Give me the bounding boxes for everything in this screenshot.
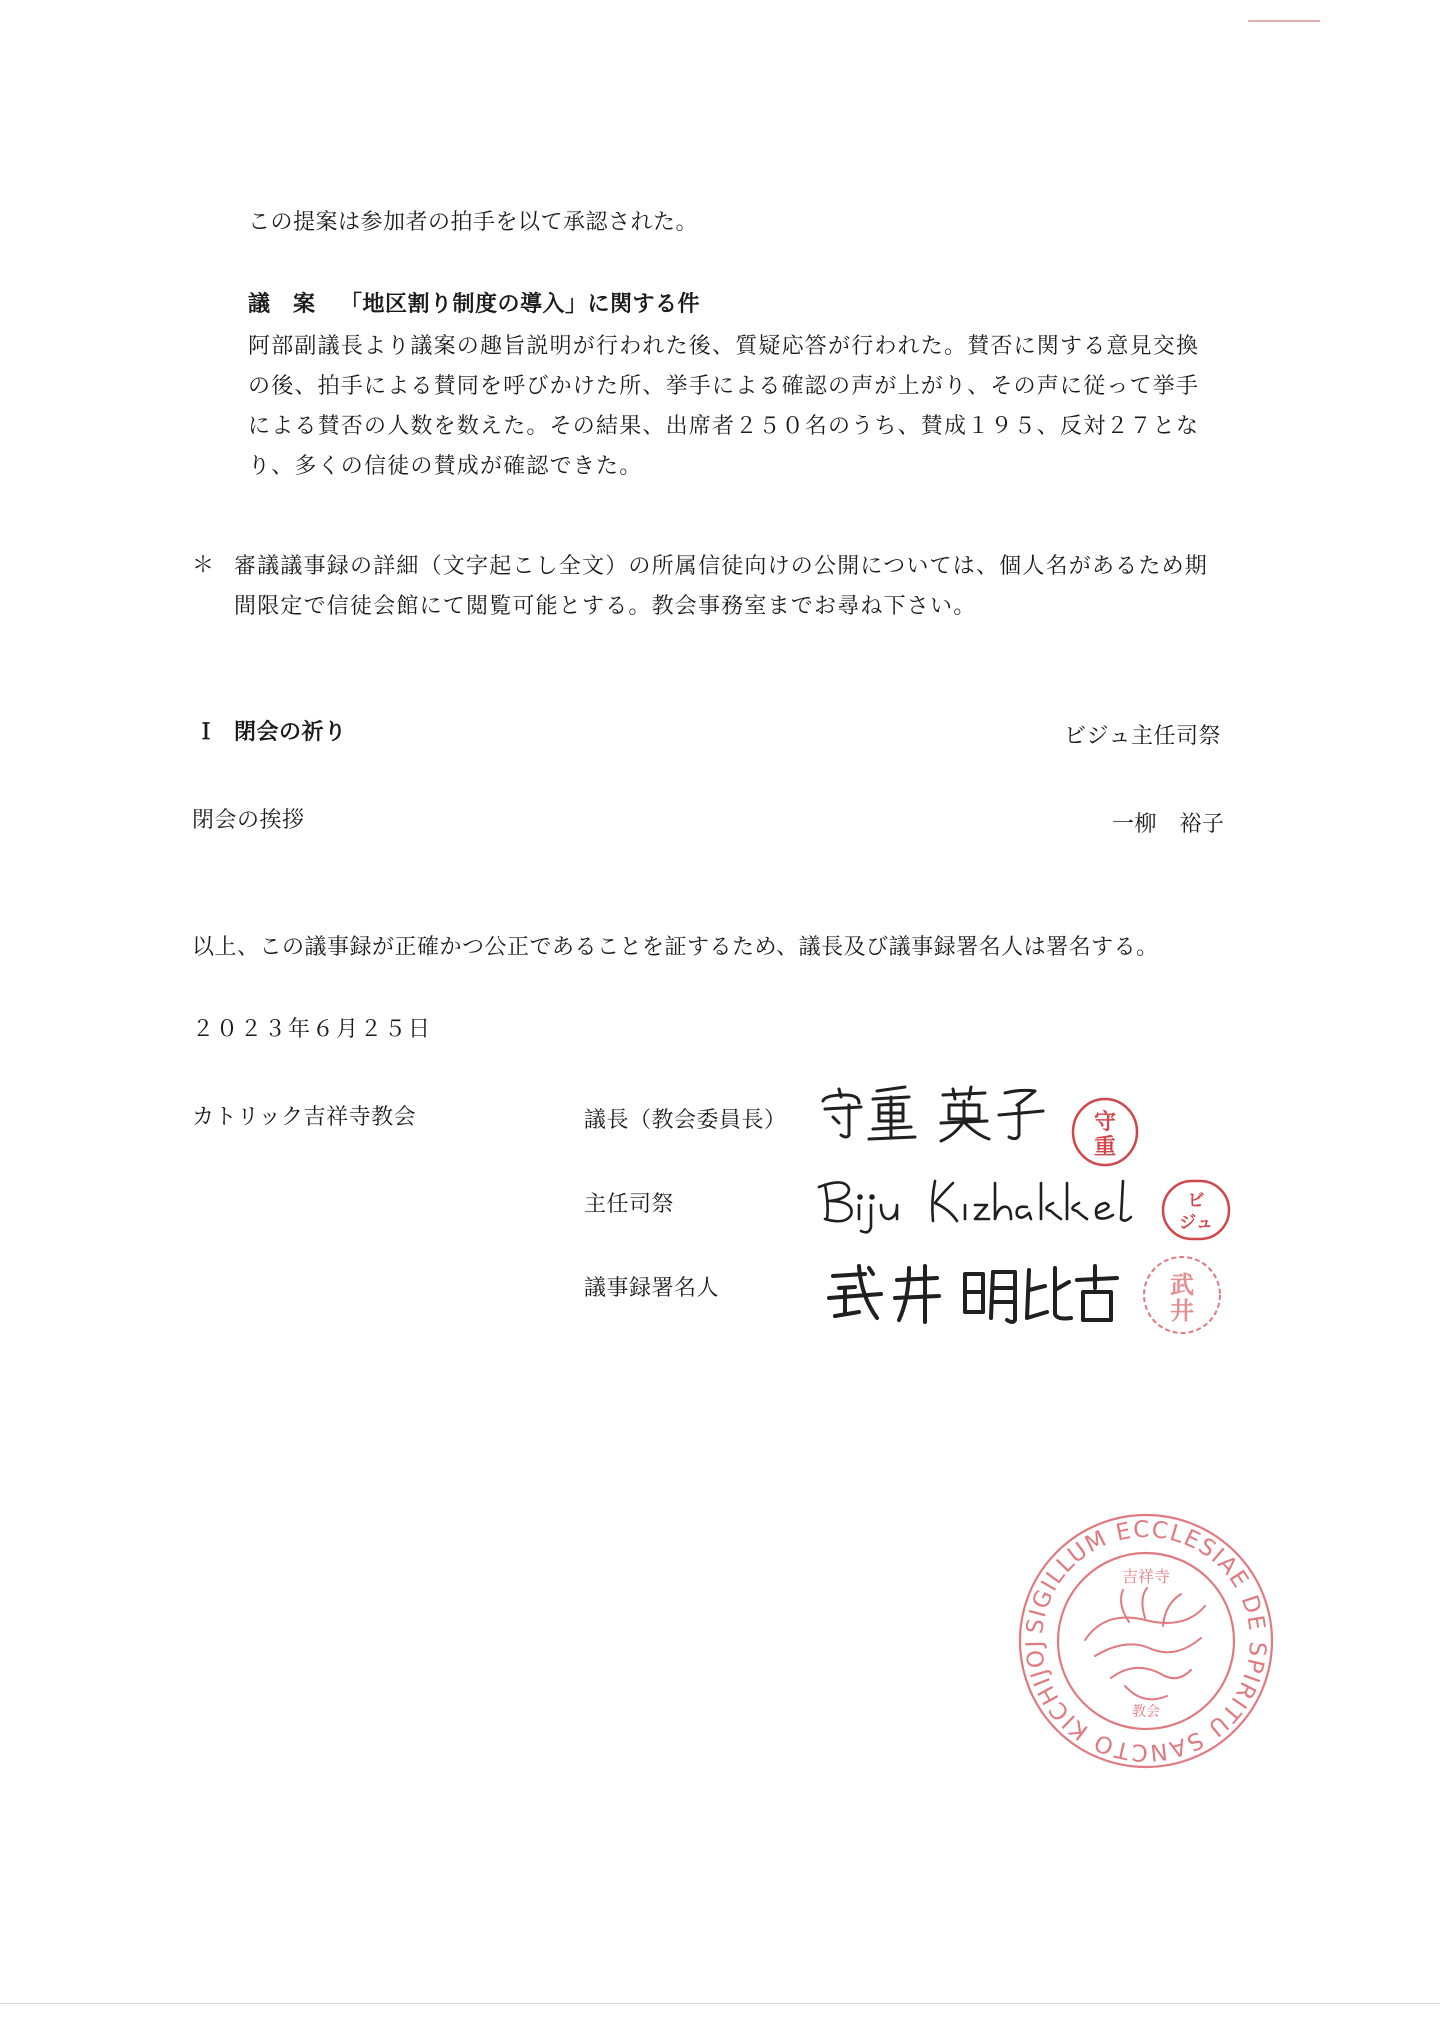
scan-edge-line: [0, 2003, 1440, 2004]
signatory-role-chair: 議長（教会委員長）: [584, 1108, 787, 1133]
signatory-role-priest: 主任司祭: [584, 1192, 675, 1217]
seal-stamp-secretary: [1140, 1253, 1224, 1337]
svg-text:守: 守: [1093, 1110, 1117, 1135]
svg-text:ジュ: ジュ: [1179, 1213, 1213, 1233]
agenda-heading-label: 議 案: [248, 292, 316, 317]
closing-prayer-label: 閉会の祈り: [234, 720, 347, 745]
seal-stamp-priest: [1160, 1178, 1232, 1242]
church-seal: [1010, 1490, 1277, 1772]
agenda-heading-title: 「地区割り制度の導入」に関する件: [340, 292, 701, 317]
note-line: 審議議事録の詳細（文字起こし全文）の所属信徒向けの公開については、個人名があるため期: [234, 554, 1208, 579]
signatory-role-secretary: 議事録署名人: [584, 1276, 720, 1301]
closing-greeting-label: 閉会の挨拶: [192, 808, 305, 833]
signature-secretary: [825, 1262, 1125, 1328]
agenda-body-line: り、多くの信徒の賛成が確認できた。: [248, 454, 643, 479]
closing-greeting-person: 一柳 裕子: [1112, 812, 1225, 837]
seal-stamp-chair: [1070, 1096, 1140, 1168]
agenda-body-line: による賛否の人数を数えた。その結果、出席者２５０名のうち、賛成１９５、反対２７とな: [248, 414, 1200, 439]
note-line: 間限定で信徒会館にて閲覧可能とする。教会事務室までお尋ね下さい。: [234, 594, 977, 619]
seal-ring-text: SIGILLUM ECCLESIAE DE SPIRITU SANCTO KICHIJOJI: [1010, 1490, 1271, 1766]
approval-line: この提案は参加者の拍手を以て承認された。: [248, 210, 699, 235]
seal-bottom-text: 教会: [1132, 1704, 1160, 1720]
agenda-body: [248, 327, 1199, 487]
seal-center-text: 吉祥寺: [1121, 1567, 1171, 1586]
closing-prayer-number: Ｉ: [195, 720, 218, 745]
svg-text:重: 重: [1093, 1135, 1117, 1160]
closing-prayer-person: ビジュ主任司祭: [1064, 724, 1222, 749]
church-name: カトリック吉祥寺教会: [192, 1105, 417, 1130]
document-date: ２０２３年６月２５日: [192, 1017, 433, 1042]
scan-mark: [1248, 20, 1320, 22]
certification-statement: 以上、この議事録が正確かつ公正であることを証するため、議長及び議事録署名人は署名する。: [192, 935, 1159, 960]
note-body: [234, 547, 1208, 627]
agenda-body-line: 阿部副議長より議案の趣旨説明が行われた後、質疑応答が行われた。賛否に関する意見交換: [248, 334, 1200, 359]
signature-priest: [815, 1175, 1160, 1235]
signature-chair: [815, 1083, 1065, 1147]
svg-text:武: 武: [1170, 1271, 1194, 1299]
svg-text:ビ: ビ: [1187, 1191, 1205, 1211]
agenda-body-line: の後、拍手による賛同を呼びかけた所、挙手による確認の声が上がり、その声に従って挙手: [248, 374, 1200, 399]
svg-text:井: 井: [1170, 1297, 1194, 1325]
note-marker: ＊: [192, 553, 215, 578]
